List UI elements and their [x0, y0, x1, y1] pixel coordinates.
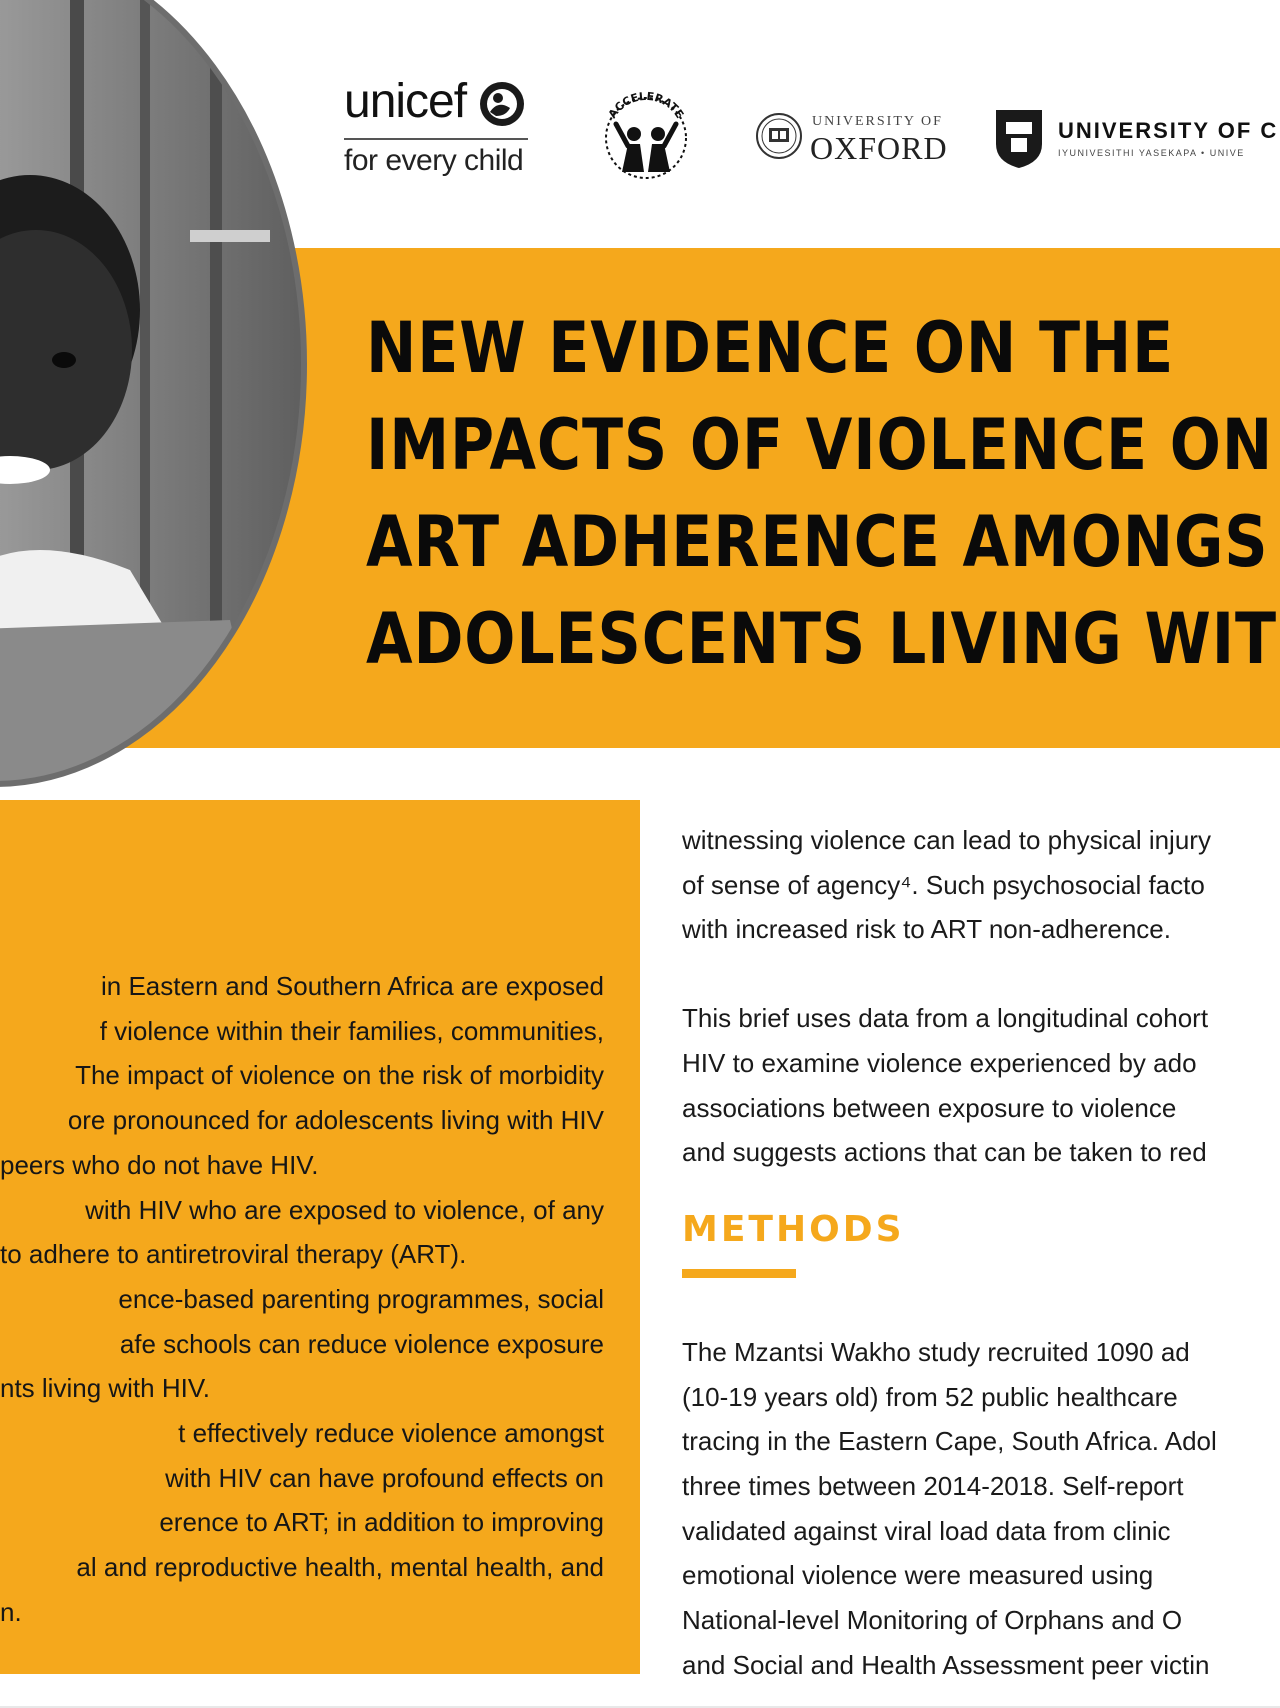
- methods-heading: METHODS: [682, 1208, 905, 1250]
- key-finding-line: erence to ART; in addition to improving: [159, 1507, 604, 1538]
- unicef-logo: [344, 74, 534, 184]
- page-title: [366, 300, 1277, 688]
- title-line: ADOLESCENTS LIVING WIT: [366, 598, 1277, 680]
- key-findings-text: [0, 964, 604, 1635]
- svg-text:ACCELERATE: [606, 90, 687, 121]
- brief-paragraph: [682, 996, 1280, 1175]
- uct-subtitle: IYUNIVESITHI YASEKAPA • UNIVE: [1058, 148, 1245, 158]
- methods-paragraph: [682, 1330, 1280, 1688]
- right-column: [682, 800, 1280, 1688]
- key-finding-line: f violence within their families, communities,: [99, 1015, 604, 1046]
- body-line: and Social and Health Assessment peer victin: [682, 1649, 1210, 1680]
- body-line: HIV to examine violence experienced by ado: [682, 1047, 1197, 1078]
- key-finding-line: with HIV can have profound effects on: [165, 1462, 604, 1493]
- body-line: and suggests actions that can be taken to red: [682, 1137, 1207, 1168]
- key-finding-line: n.: [0, 1596, 22, 1627]
- key-finding-line: al and reproductive health, mental health, and: [76, 1552, 604, 1583]
- accelerate-logo: [598, 86, 694, 186]
- key-finding-line: to adhere to antiretroviral therapy (ART).: [0, 1239, 467, 1270]
- oxford-logo: [754, 106, 954, 170]
- key-finding-line: with HIV who are exposed to violence, of any: [85, 1194, 604, 1225]
- key-finding-line: afe schools can reduce violence exposure: [119, 1328, 604, 1359]
- key-finding-line: nts living with HIV.: [0, 1373, 211, 1404]
- body-line: emotional violence were measured using: [682, 1560, 1154, 1591]
- body-line: tracing in the Eastern Cape, South Africa. Adol: [682, 1426, 1217, 1457]
- title-line: NEW EVIDENCE ON THE: [366, 307, 1175, 389]
- uct-logo: [990, 106, 1280, 176]
- accelerate-ring-text: ACCELERATE: [605, 89, 687, 121]
- body-line: validated against viral load data from clinic: [682, 1515, 1171, 1546]
- uct-wordmark: UNIVERSITY OF C: [1058, 118, 1279, 143]
- body-line: National-level Monitoring of Orphans and O: [682, 1605, 1183, 1636]
- key-finding-line: t effectively reduce violence amongst: [178, 1418, 604, 1449]
- body-line: with increased risk to ART non-adherence.: [682, 914, 1171, 945]
- title-line: IMPACTS OF VIOLENCE ON: [366, 404, 1274, 486]
- body-line: of sense of agency⁴. Such psychosocial facto: [682, 869, 1205, 900]
- body-line: This brief uses data from a longitudinal cohort: [682, 1003, 1209, 1034]
- body-line: (10-19 years old) from 52 public healthcare: [682, 1381, 1178, 1412]
- key-finding-line: peers who do not have HIV.: [0, 1149, 319, 1180]
- hero-photo: [0, 0, 318, 798]
- key-finding-line: in Eastern and Southern Africa are exposed: [101, 971, 604, 1001]
- accelerate-emblem-icon: [598, 86, 694, 186]
- unicef-wordmark: unicef: [344, 75, 467, 128]
- body-line: witnessing violence can lead to physical injury: [682, 825, 1211, 855]
- body-line: The Mzantsi Wakho study recruited 1090 ad: [682, 1336, 1190, 1367]
- intro-paragraph: [682, 818, 1280, 952]
- unicef-divider: [344, 138, 528, 140]
- oxford-wordmark: OXFORD: [810, 130, 948, 166]
- key-finding-line: ore pronounced for adolescents living with HIV: [67, 1105, 604, 1136]
- unicef-tagline: for every child: [344, 144, 524, 177]
- title-line: ART ADHERENCE AMONGS: [366, 501, 1269, 583]
- oxford-crest-icon: [754, 106, 804, 166]
- body-line: associations between exposure to violence: [682, 1092, 1177, 1123]
- uct-shield-icon: [994, 108, 1044, 170]
- unicef-emblem-icon: [476, 78, 528, 130]
- key-finding-line: The impact of violence on the risk of morbidity: [75, 1060, 604, 1091]
- key-findings-box: [0, 800, 640, 1674]
- oxford-small-text: UNIVERSITY OF: [812, 114, 943, 129]
- key-finding-line: ence-based parenting programmes, social: [118, 1283, 604, 1314]
- methods-underline: [682, 1269, 796, 1278]
- body-line: three times between 2014-2018. Self-report: [682, 1471, 1184, 1502]
